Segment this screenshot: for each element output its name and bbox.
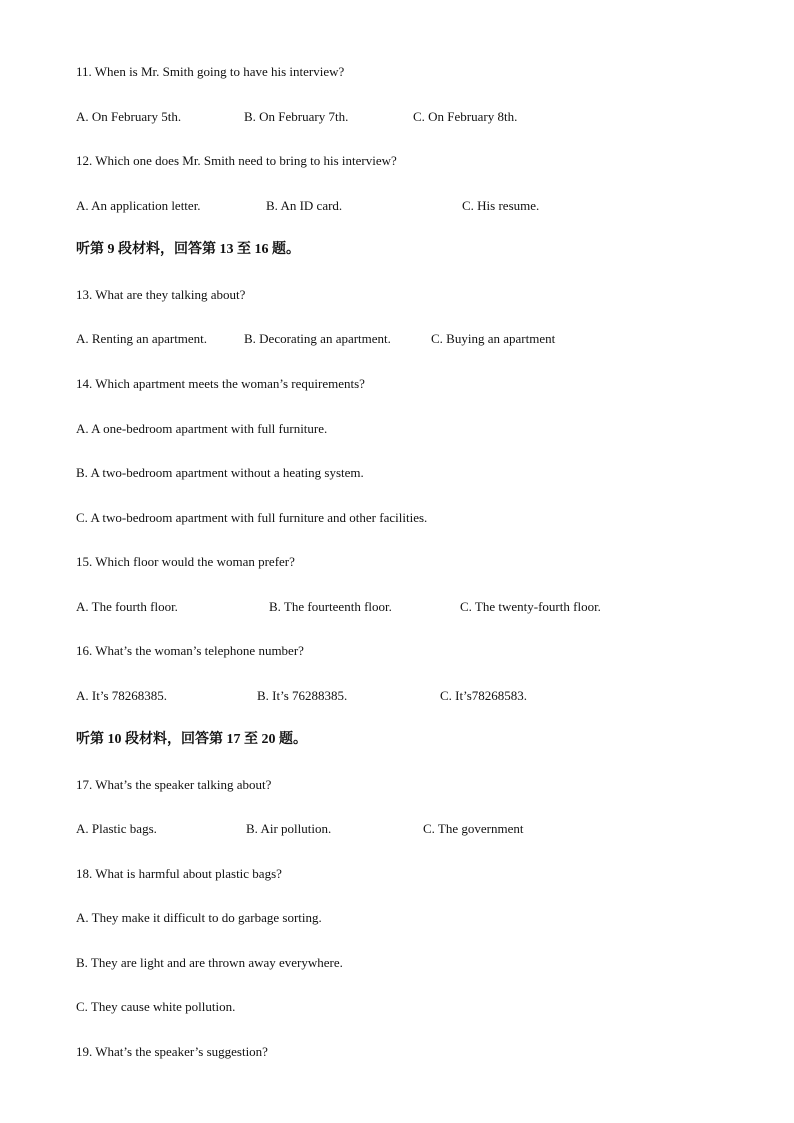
question-19: 19. What’s the speaker’s suggestion?: [76, 1044, 268, 1059]
q15-option-a: A. The fourth floor.: [76, 599, 178, 614]
q17-option-b: B. Air pollution.: [246, 821, 332, 836]
q15-option-c: C. The twenty-fourth floor.: [460, 599, 601, 614]
question-11: 11. When is Mr. Smith going to have his interview?: [76, 64, 345, 79]
q18-option-a: A. They make it difficult to do garbage sorting.: [76, 910, 322, 925]
q12-option-a: A. An application letter.: [76, 198, 201, 213]
question-12: 12. Which one does Mr. Smith need to bring to his interview?: [76, 153, 397, 168]
section-9-heading: 听第 9 段材料，回答第 13 至 16 题。: [76, 242, 300, 257]
q16-option-a: A. It’s 78268385.: [76, 688, 167, 703]
q13-option-b: B. Decorating an apartment.: [244, 331, 391, 346]
question-13: 13. What are they talking about?: [76, 287, 246, 302]
q15-option-b: B. The fourteenth floor.: [269, 599, 392, 614]
section-10-heading: 听第 10 段材料，回答第 17 至 20 题。: [76, 732, 307, 747]
q14-option-b: B. A two-bedroom apartment without a heating system.: [76, 465, 364, 480]
question-14: 14. Which apartment meets the woman’s requirements?: [76, 376, 365, 391]
question-18: 18. What is harmful about plastic bags?: [76, 866, 282, 881]
q18-option-b: B. They are light and are thrown away everywhere.: [76, 955, 343, 970]
q17-option-a: A. Plastic bags.: [76, 821, 157, 836]
question-16: 16. What’s the woman’s telephone number?: [76, 643, 304, 658]
q14-option-c: C. A two-bedroom apartment with full furniture and other facilities.: [76, 510, 428, 525]
question-15: 15. Which floor would the woman prefer?: [76, 554, 295, 569]
q12-option-c: C. His resume.: [462, 198, 540, 213]
q18-option-c: C. They cause white pollution.: [76, 999, 236, 1014]
q13-option-a: A. Renting an apartment.: [76, 331, 208, 346]
q17-option-c: C. The government: [423, 821, 524, 836]
q12-option-b: B. An ID card.: [266, 198, 343, 213]
q16-option-c: C. It’s78268583.: [440, 688, 528, 703]
q11-option-a: A. On February 5th.: [76, 109, 182, 124]
question-17: 17. What’s the speaker talking about?: [76, 777, 272, 792]
q16-option-b: B. It’s 76288385.: [257, 688, 348, 703]
q11-option-c: C. On February 8th.: [413, 109, 518, 124]
q14-option-a: A. A one-bedroom apartment with full furniture.: [76, 421, 328, 436]
q13-option-c: C. Buying an apartment: [431, 331, 556, 346]
q11-option-b: B. On February 7th.: [244, 109, 349, 124]
